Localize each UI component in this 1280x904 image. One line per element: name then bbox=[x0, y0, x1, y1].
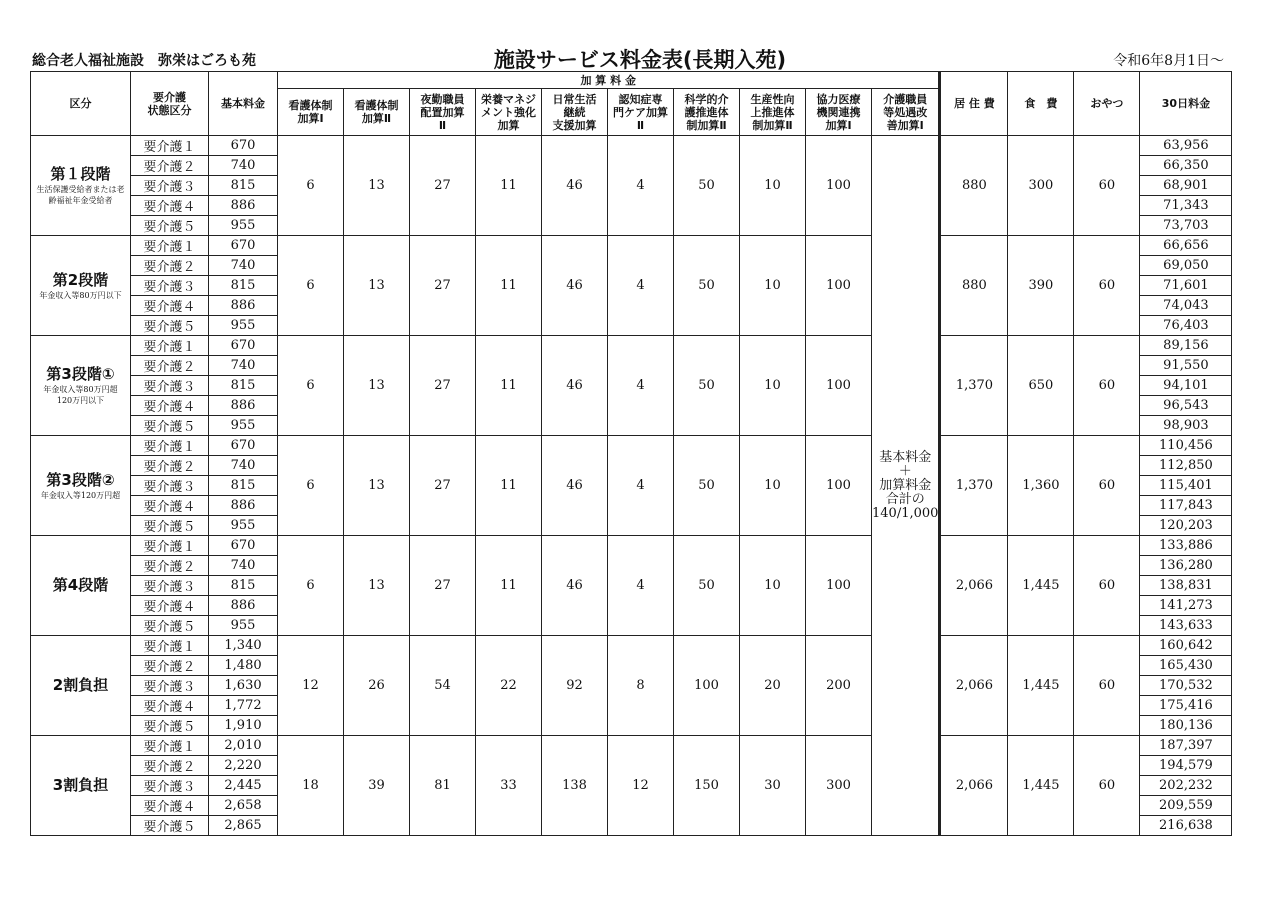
category-name: 第4段階 bbox=[52, 576, 109, 594]
addition-cell: 100 bbox=[806, 336, 872, 436]
residence-cell: 880 bbox=[940, 136, 1008, 236]
addition-cell: 10 bbox=[740, 136, 806, 236]
header-addition-8: 生産性向 上推進体 制加算Ⅱ bbox=[740, 89, 806, 136]
addition-cell: 10 bbox=[740, 236, 806, 336]
care-level-cell: 要介護４ bbox=[131, 396, 209, 416]
addition-cell: 12 bbox=[608, 736, 674, 836]
monthly-fee-cell: 74,043 bbox=[1140, 296, 1232, 316]
table-row bbox=[31, 336, 1232, 356]
care-level-cell: 要介護４ bbox=[131, 296, 209, 316]
improvement-note: 基本料金 ＋ 加算料金 合計の 140/1,000 bbox=[872, 136, 940, 836]
category-cell bbox=[31, 436, 131, 536]
monthly-fee-cell: 138,831 bbox=[1140, 576, 1232, 596]
addition-cell: 4 bbox=[608, 336, 674, 436]
base-fee-cell: 670 bbox=[209, 536, 278, 556]
base-fee-cell: 1,772 bbox=[209, 696, 278, 716]
care-level-cell: 要介護５ bbox=[131, 516, 209, 536]
header-residence: 居 住 費 bbox=[940, 72, 1008, 136]
addition-cell: 92 bbox=[542, 636, 608, 736]
addition-cell: 11 bbox=[476, 136, 542, 236]
category-note: 生活保護受給者または老齢福祉年金受給者 bbox=[36, 185, 125, 205]
residence-cell: 1,370 bbox=[940, 436, 1008, 536]
addition-cell: 6 bbox=[278, 136, 344, 236]
table-row bbox=[31, 536, 1232, 556]
header-addition-3: 夜勤職員 配置加算 Ⅱ bbox=[410, 89, 476, 136]
care-level-cell: 要介護３ bbox=[131, 676, 209, 696]
care-level-cell: 要介護１ bbox=[131, 736, 209, 756]
care-level-cell: 要介護２ bbox=[131, 456, 209, 476]
addition-cell: 100 bbox=[806, 536, 872, 636]
addition-cell: 50 bbox=[674, 136, 740, 236]
category-name: 第3段階② bbox=[46, 470, 115, 489]
care-level-cell: 要介護５ bbox=[131, 616, 209, 636]
monthly-fee-cell: 63,956 bbox=[1140, 136, 1232, 156]
category-cell bbox=[31, 136, 131, 236]
addition-cell: 10 bbox=[740, 436, 806, 536]
care-level-cell: 要介護４ bbox=[131, 696, 209, 716]
base-fee-cell: 670 bbox=[209, 336, 278, 356]
addition-cell: 46 bbox=[542, 136, 608, 236]
category-note: 年金収入等80万円超 120万円以下 bbox=[43, 385, 118, 405]
header-meal: 食 費 bbox=[1008, 72, 1074, 136]
monthly-fee-cell: 133,886 bbox=[1140, 536, 1232, 556]
addition-cell: 39 bbox=[344, 736, 410, 836]
addition-cell: 27 bbox=[410, 536, 476, 636]
snack-cell: 60 bbox=[1074, 536, 1140, 636]
monthly-fee-cell: 120,203 bbox=[1140, 516, 1232, 536]
care-level-cell: 要介護５ bbox=[131, 816, 209, 836]
addition-cell: 13 bbox=[344, 136, 410, 236]
monthly-fee-cell: 69,050 bbox=[1140, 256, 1232, 276]
base-fee-cell: 886 bbox=[209, 296, 278, 316]
page-title: 施設サービス料金表(長期入苑) bbox=[493, 48, 787, 72]
monthly-fee-cell: 216,638 bbox=[1140, 816, 1232, 836]
header-monthly-fee: 30日料金 bbox=[1140, 72, 1232, 136]
addition-cell: 18 bbox=[278, 736, 344, 836]
addition-cell: 100 bbox=[806, 236, 872, 336]
category-name: 2割負担 bbox=[52, 676, 109, 694]
care-level-cell: 要介護３ bbox=[131, 476, 209, 496]
header-addition-5: 日常生活 継続 支援加算 bbox=[542, 89, 608, 136]
monthly-fee-cell: 71,601 bbox=[1140, 276, 1232, 296]
base-fee-cell: 955 bbox=[209, 316, 278, 336]
meal-cell: 300 bbox=[1008, 136, 1074, 236]
base-fee-cell: 815 bbox=[209, 376, 278, 396]
category-cell bbox=[31, 236, 131, 336]
base-fee-cell: 955 bbox=[209, 416, 278, 436]
addition-cell: 11 bbox=[476, 336, 542, 436]
monthly-fee-cell: 110,456 bbox=[1140, 436, 1232, 456]
addition-cell: 22 bbox=[476, 636, 542, 736]
addition-cell: 6 bbox=[278, 336, 344, 436]
header-category: 区分 bbox=[31, 72, 131, 136]
monthly-fee-cell: 73,703 bbox=[1140, 216, 1232, 236]
base-fee-cell: 886 bbox=[209, 396, 278, 416]
addition-cell: 46 bbox=[542, 536, 608, 636]
header-additions-group: 加 算 料 金 bbox=[278, 72, 940, 89]
header-addition-1: 看護体制 加算Ⅰ bbox=[278, 89, 344, 136]
monthly-fee-cell: 136,280 bbox=[1140, 556, 1232, 576]
care-level-cell: 要介護５ bbox=[131, 316, 209, 336]
header-base-fee: 基本料金 bbox=[209, 72, 278, 136]
addition-cell: 11 bbox=[476, 436, 542, 536]
care-level-cell: 要介護１ bbox=[131, 236, 209, 256]
base-fee-cell: 886 bbox=[209, 596, 278, 616]
base-fee-cell: 815 bbox=[209, 276, 278, 296]
addition-cell: 26 bbox=[344, 636, 410, 736]
base-fee-cell: 1,630 bbox=[209, 676, 278, 696]
care-level-cell: 要介護２ bbox=[131, 756, 209, 776]
effective-date: 令和6年8月1日～ bbox=[1113, 53, 1224, 69]
monthly-fee-cell: 165,430 bbox=[1140, 656, 1232, 676]
base-fee-cell: 740 bbox=[209, 556, 278, 576]
base-fee-cell: 740 bbox=[209, 356, 278, 376]
monthly-fee-cell: 76,403 bbox=[1140, 316, 1232, 336]
addition-cell: 50 bbox=[674, 436, 740, 536]
addition-cell: 13 bbox=[344, 536, 410, 636]
monthly-fee-cell: 71,343 bbox=[1140, 196, 1232, 216]
base-fee-cell: 740 bbox=[209, 456, 278, 476]
category-cell bbox=[31, 736, 131, 836]
header-addition-4: 栄養マネジ メント強化 加算 bbox=[476, 89, 542, 136]
addition-cell: 27 bbox=[410, 136, 476, 236]
care-level-cell: 要介護２ bbox=[131, 556, 209, 576]
addition-cell: 54 bbox=[410, 636, 476, 736]
addition-cell: 6 bbox=[278, 436, 344, 536]
header-addition-6: 認知症専 門ケア加算 Ⅱ bbox=[608, 89, 674, 136]
base-fee-cell: 670 bbox=[209, 136, 278, 156]
meal-cell: 1,360 bbox=[1008, 436, 1074, 536]
base-fee-cell: 740 bbox=[209, 256, 278, 276]
residence-cell: 1,370 bbox=[940, 336, 1008, 436]
addition-cell: 4 bbox=[608, 236, 674, 336]
addition-cell: 150 bbox=[674, 736, 740, 836]
snack-cell: 60 bbox=[1074, 136, 1140, 236]
base-fee-cell: 955 bbox=[209, 216, 278, 236]
category-name: 第１段階 bbox=[50, 165, 111, 183]
monthly-fee-cell: 89,156 bbox=[1140, 336, 1232, 356]
addition-cell: 33 bbox=[476, 736, 542, 836]
category-cell bbox=[31, 536, 131, 636]
care-level-cell: 要介護１ bbox=[131, 536, 209, 556]
addition-cell: 13 bbox=[344, 336, 410, 436]
care-level-cell: 要介護５ bbox=[131, 216, 209, 236]
snack-cell: 60 bbox=[1074, 336, 1140, 436]
monthly-fee-cell: 91,550 bbox=[1140, 356, 1232, 376]
base-fee-cell: 886 bbox=[209, 196, 278, 216]
care-level-cell: 要介護４ bbox=[131, 796, 209, 816]
base-fee-cell: 1,480 bbox=[209, 656, 278, 676]
addition-cell: 46 bbox=[542, 336, 608, 436]
monthly-fee-cell: 187,397 bbox=[1140, 736, 1232, 756]
addition-cell: 20 bbox=[740, 636, 806, 736]
base-fee-cell: 2,865 bbox=[209, 816, 278, 836]
care-level-cell: 要介護３ bbox=[131, 776, 209, 796]
category-note: 年金収入等80万円以下 bbox=[39, 290, 122, 300]
residence-cell: 2,066 bbox=[940, 536, 1008, 636]
addition-cell: 13 bbox=[344, 436, 410, 536]
care-level-cell: 要介護１ bbox=[131, 436, 209, 456]
monthly-fee-cell: 209,559 bbox=[1140, 796, 1232, 816]
monthly-fee-cell: 112,850 bbox=[1140, 456, 1232, 476]
residence-cell: 2,066 bbox=[940, 736, 1008, 836]
meal-cell: 1,445 bbox=[1008, 736, 1074, 836]
header-addition-10: 介護職員 等処遇改 善加算Ⅰ bbox=[872, 89, 940, 136]
addition-cell: 100 bbox=[806, 136, 872, 236]
addition-cell: 6 bbox=[278, 536, 344, 636]
base-fee-cell: 955 bbox=[209, 616, 278, 636]
base-fee-cell: 815 bbox=[209, 476, 278, 496]
header-addition-9: 協力医療 機関連携 加算Ⅰ bbox=[806, 89, 872, 136]
addition-cell: 100 bbox=[674, 636, 740, 736]
care-level-cell: 要介護１ bbox=[131, 336, 209, 356]
addition-cell: 6 bbox=[278, 236, 344, 336]
addition-cell: 30 bbox=[740, 736, 806, 836]
table-row bbox=[31, 736, 1232, 756]
monthly-fee-cell: 141,273 bbox=[1140, 596, 1232, 616]
header-addition-7: 科学的介 護推進体 制加算Ⅱ bbox=[674, 89, 740, 136]
care-level-cell: 要介護２ bbox=[131, 356, 209, 376]
addition-cell: 46 bbox=[542, 236, 608, 336]
care-level-cell: 要介護５ bbox=[131, 716, 209, 736]
meal-cell: 390 bbox=[1008, 236, 1074, 336]
table-row bbox=[31, 436, 1232, 456]
addition-cell: 4 bbox=[608, 136, 674, 236]
base-fee-cell: 740 bbox=[209, 156, 278, 176]
addition-cell: 138 bbox=[542, 736, 608, 836]
header-addition-2: 看護体制 加算Ⅱ bbox=[344, 89, 410, 136]
addition-cell: 50 bbox=[674, 336, 740, 436]
care-level-cell: 要介護５ bbox=[131, 416, 209, 436]
base-fee-cell: 1,340 bbox=[209, 636, 278, 656]
snack-cell: 60 bbox=[1074, 736, 1140, 836]
table-row bbox=[31, 136, 1232, 156]
meal-cell: 1,445 bbox=[1008, 636, 1074, 736]
base-fee-cell: 670 bbox=[209, 236, 278, 256]
header-snack: おやつ bbox=[1074, 72, 1140, 136]
care-level-cell: 要介護３ bbox=[131, 576, 209, 596]
monthly-fee-cell: 94,101 bbox=[1140, 376, 1232, 396]
care-level-cell: 要介護３ bbox=[131, 176, 209, 196]
category-note: 年金収入等120万円超 bbox=[40, 490, 121, 500]
care-level-cell: 要介護４ bbox=[131, 596, 209, 616]
addition-cell: 300 bbox=[806, 736, 872, 836]
addition-cell: 50 bbox=[674, 536, 740, 636]
care-level-cell: 要介護１ bbox=[131, 136, 209, 156]
snack-cell: 60 bbox=[1074, 636, 1140, 736]
monthly-fee-cell: 117,843 bbox=[1140, 496, 1232, 516]
category-name: 第3段階① bbox=[46, 365, 115, 383]
monthly-fee-cell: 143,633 bbox=[1140, 616, 1232, 636]
base-fee-cell: 1,910 bbox=[209, 716, 278, 736]
category-cell bbox=[31, 336, 131, 436]
monthly-fee-cell: 98,903 bbox=[1140, 416, 1232, 436]
care-level-cell: 要介護２ bbox=[131, 256, 209, 276]
table-row bbox=[31, 236, 1232, 256]
addition-cell: 81 bbox=[410, 736, 476, 836]
meal-cell: 1,445 bbox=[1008, 536, 1074, 636]
meal-cell: 650 bbox=[1008, 336, 1074, 436]
monthly-fee-cell: 202,232 bbox=[1140, 776, 1232, 796]
fee-table bbox=[30, 71, 1232, 836]
monthly-fee-cell: 68,901 bbox=[1140, 176, 1232, 196]
addition-cell: 27 bbox=[410, 336, 476, 436]
category-name: 第2段階 bbox=[52, 270, 109, 289]
category-name: 3割負担 bbox=[52, 776, 109, 794]
care-level-cell: 要介護４ bbox=[131, 496, 209, 516]
addition-cell: 200 bbox=[806, 636, 872, 736]
addition-cell: 11 bbox=[476, 236, 542, 336]
category-cell bbox=[31, 636, 131, 736]
care-level-cell: 要介護２ bbox=[131, 656, 209, 676]
monthly-fee-cell: 66,656 bbox=[1140, 236, 1232, 256]
addition-cell: 10 bbox=[740, 336, 806, 436]
header-care-level: 要介護 状態区分 bbox=[131, 72, 209, 136]
base-fee-cell: 2,658 bbox=[209, 796, 278, 816]
base-fee-cell: 955 bbox=[209, 516, 278, 536]
base-fee-cell: 670 bbox=[209, 436, 278, 456]
monthly-fee-cell: 96,543 bbox=[1140, 396, 1232, 416]
addition-cell: 8 bbox=[608, 636, 674, 736]
monthly-fee-cell: 66,350 bbox=[1140, 156, 1232, 176]
monthly-fee-cell: 180,136 bbox=[1140, 716, 1232, 736]
monthly-fee-cell: 194,579 bbox=[1140, 756, 1232, 776]
base-fee-cell: 815 bbox=[209, 176, 278, 196]
addition-cell: 46 bbox=[542, 436, 608, 536]
snack-cell: 60 bbox=[1074, 436, 1140, 536]
care-level-cell: 要介護４ bbox=[131, 196, 209, 216]
base-fee-cell: 886 bbox=[209, 496, 278, 516]
monthly-fee-cell: 170,532 bbox=[1140, 676, 1232, 696]
care-level-cell: 要介護２ bbox=[131, 156, 209, 176]
addition-cell: 27 bbox=[410, 436, 476, 536]
addition-cell: 100 bbox=[806, 436, 872, 536]
addition-cell: 4 bbox=[608, 436, 674, 536]
base-fee-cell: 815 bbox=[209, 576, 278, 596]
care-level-cell: 要介護３ bbox=[131, 276, 209, 296]
monthly-fee-cell: 115,401 bbox=[1140, 476, 1232, 496]
addition-cell: 27 bbox=[410, 236, 476, 336]
addition-cell: 13 bbox=[344, 236, 410, 336]
addition-cell: 10 bbox=[740, 536, 806, 636]
base-fee-cell: 2,010 bbox=[209, 736, 278, 756]
care-level-cell: 要介護３ bbox=[131, 376, 209, 396]
base-fee-cell: 2,220 bbox=[209, 756, 278, 776]
residence-cell: 880 bbox=[940, 236, 1008, 336]
addition-cell: 50 bbox=[674, 236, 740, 336]
facility-name: 総合老人福祉施設 弥栄はごろも苑 bbox=[32, 53, 256, 69]
monthly-fee-cell: 175,416 bbox=[1140, 696, 1232, 716]
addition-cell: 4 bbox=[608, 536, 674, 636]
base-fee-cell: 2,445 bbox=[209, 776, 278, 796]
residence-cell: 2,066 bbox=[940, 636, 1008, 736]
monthly-fee-cell: 160,642 bbox=[1140, 636, 1232, 656]
care-level-cell: 要介護１ bbox=[131, 636, 209, 656]
addition-cell: 11 bbox=[476, 536, 542, 636]
snack-cell: 60 bbox=[1074, 236, 1140, 336]
addition-cell: 12 bbox=[278, 636, 344, 736]
table-row bbox=[31, 636, 1232, 656]
